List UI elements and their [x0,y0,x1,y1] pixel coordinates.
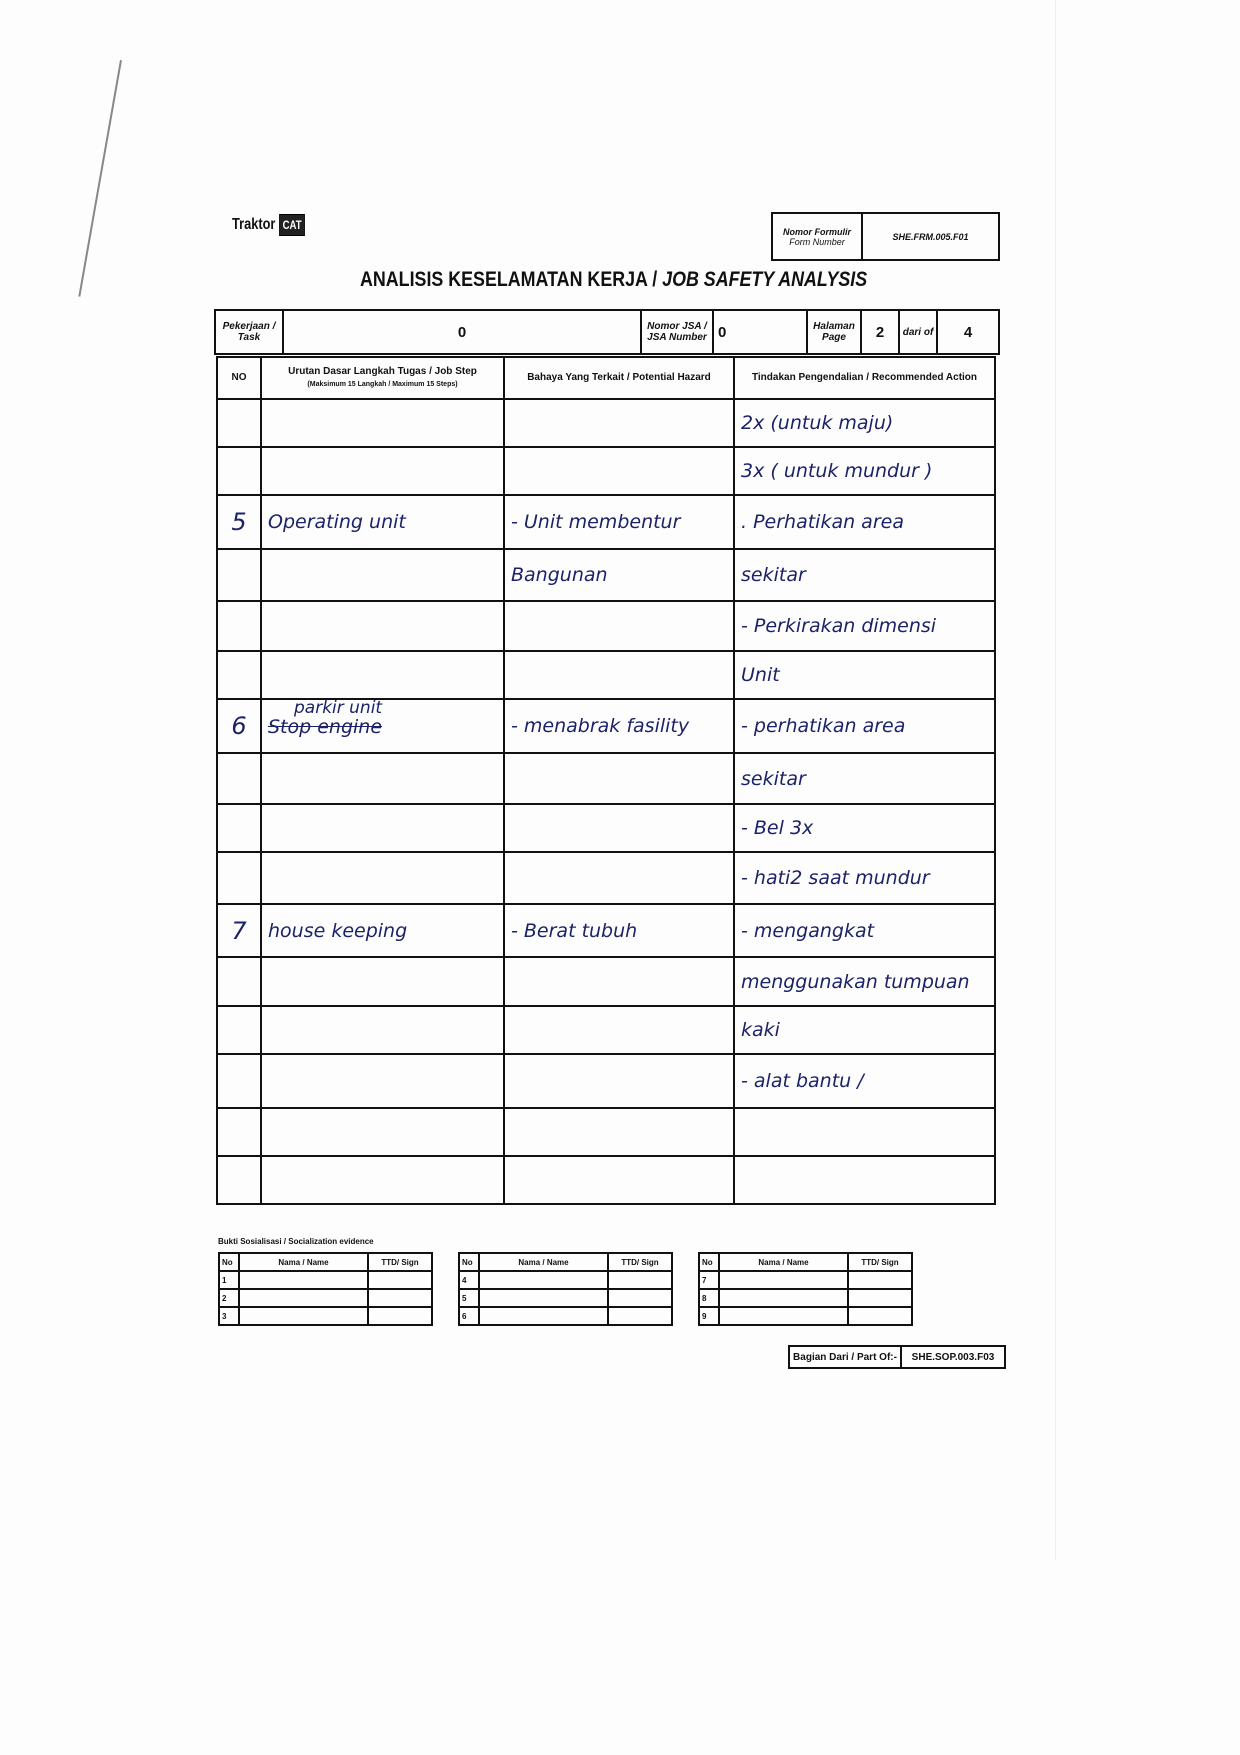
sign-field[interactable] [368,1307,432,1325]
hazard-cell[interactable] [504,1054,734,1108]
job-step-cell[interactable] [261,1156,504,1204]
sig-no: 3 [219,1307,239,1325]
sig-no: 6 [459,1307,479,1325]
of-label: dari of [900,311,938,353]
col-no: No [699,1253,719,1271]
job-step-cell[interactable]: house keeping [261,904,504,957]
name-field[interactable] [719,1307,848,1325]
column-header-step [261,357,504,399]
action-cell[interactable] [734,1108,995,1156]
job-step-cell[interactable] [261,549,504,601]
step-header-sub: (Maksimum 15 Langkah / Maximum 15 Steps) [307,380,458,388]
name-field[interactable] [479,1289,608,1307]
socialization-label: Bukti Sosialisasi / Socialization evidence [218,1237,374,1246]
hazard-cell[interactable]: - Berat tubuh [504,904,734,957]
col-sign: TTD/ Sign [848,1253,912,1271]
hazard-cell[interactable]: - Unit membentur [504,495,734,549]
action-cell[interactable]: Unit [734,651,995,699]
col-no: No [459,1253,479,1271]
row-number[interactable] [217,852,261,904]
row-number[interactable] [217,447,261,495]
hazard-cell[interactable]: - menabrak fasility [504,699,734,753]
table-row [217,1108,995,1156]
hazard-cell[interactable] [504,447,734,495]
job-step-cell[interactable] [261,957,504,1006]
page-value[interactable]: 2 [862,311,900,353]
job-step-cell[interactable] [261,1054,504,1108]
task-value[interactable]: 0 [284,311,642,353]
sig-no: 5 [459,1289,479,1307]
column-header-no: NO [217,357,261,399]
task-row [214,309,1000,355]
socialization-table [218,1252,433,1326]
job-step-cell[interactable] [261,699,504,753]
table-row [217,1006,995,1054]
sig-no: 8 [699,1289,719,1307]
scan-artifact-line [78,60,122,297]
action-cell[interactable]: sekitar [734,549,995,601]
name-field[interactable] [479,1271,608,1289]
table-row [217,753,995,804]
total-pages[interactable]: 4 [963,323,973,341]
hazard-cell[interactable] [504,804,734,852]
form-number-value: SHE.FRM.005.F01 [892,231,969,242]
col-sign: TTD/ Sign [608,1253,672,1271]
sign-field[interactable] [608,1271,672,1289]
row-number[interactable] [217,1054,261,1108]
job-step-cell[interactable] [261,651,504,699]
row-number[interactable] [217,601,261,651]
column-header-hazard: Bahaya Yang Terkait / Potential Hazard [504,357,734,399]
row-number[interactable]: 5 [217,495,261,549]
sig-row [699,1271,912,1289]
sign-field[interactable] [608,1307,672,1325]
hazard-cell[interactable] [504,651,734,699]
socialization-table [698,1252,913,1326]
action-cell[interactable]: . Perhatikan area [734,495,995,549]
form-number-box [771,212,1000,261]
sign-field[interactable] [848,1307,912,1325]
sig-row [219,1271,432,1289]
table-row [217,957,995,1006]
sig-row [219,1289,432,1307]
col-name: Nama / Name [479,1253,608,1271]
row-number[interactable]: 6 [217,699,261,753]
sig-no: 2 [219,1289,239,1307]
action-cell[interactable]: 3x ( untuk mundur ) [734,447,995,495]
page-label: Halaman Page [808,311,862,353]
row-number[interactable]: 7 [217,904,261,957]
name-field[interactable] [239,1289,368,1307]
action-cell[interactable]: - alat bantu / [734,1054,995,1108]
sig-no: 4 [459,1271,479,1289]
step-header-title: Urutan Dasar Langkah Tugas / Job Step [288,365,477,377]
form-number-sublabel: Form Number [789,236,845,247]
table-header [217,357,995,399]
column-header-action: Tindakan Pengendalian / Recommended Action [734,357,995,399]
socialization-table [458,1252,673,1326]
job-step-cell[interactable] [261,1006,504,1054]
sig-header [699,1253,912,1271]
task-label: Pekerjaan / Task [216,311,284,353]
page-edge [1055,0,1056,1560]
table-row [217,601,995,651]
table-row [217,447,995,495]
hazard-cell[interactable]: Bangunan [504,549,734,601]
job-step-cell[interactable] [261,601,504,651]
action-cell[interactable] [734,1156,995,1204]
sig-row [459,1307,672,1325]
table-row [217,852,995,904]
hazard-cell[interactable] [504,753,734,804]
row-number[interactable] [217,399,261,447]
table-row [217,651,995,699]
col-no: No [219,1253,239,1271]
row-number[interactable] [217,1156,261,1204]
sig-row [699,1307,912,1325]
job-step-cell[interactable] [261,1108,504,1156]
step-correction: parkir unit [294,698,383,718]
row-number[interactable] [217,651,261,699]
sig-row [459,1271,672,1289]
form-number-label: Nomor Formulir [782,226,851,237]
action-cell[interactable]: menggunakan tumpuan [734,957,995,1006]
name-field[interactable] [239,1271,368,1289]
sig-header [219,1253,432,1271]
row-number[interactable] [217,549,261,601]
hazard-cell[interactable] [504,1108,734,1156]
sign-field[interactable] [608,1289,672,1307]
col-sign: TTD/ Sign [368,1253,432,1271]
table-row [217,549,995,601]
hazard-cell[interactable] [504,601,734,651]
table-row [217,904,995,957]
row-number[interactable] [217,753,261,804]
sign-field[interactable] [848,1271,912,1289]
col-name: Nama / Name [719,1253,848,1271]
action-cell[interactable]: sekitar [734,753,995,804]
logo-text: Traktor [232,216,276,233]
action-cell[interactable]: - perhatikan area [734,699,995,753]
sig-no: 9 [699,1307,719,1325]
jsa-number-label: Nomor JSA / JSA Number [642,311,714,353]
action-cell[interactable]: - Bel 3x [734,804,995,852]
hazard-cell[interactable] [504,957,734,1006]
action-cell[interactable]: - mengangkat [734,904,995,957]
logo-badge: CAT [279,214,304,236]
part-of-value: SHE.SOP.003.F03 [911,1351,995,1363]
row-number[interactable] [217,1108,261,1156]
table-row [217,1054,995,1108]
sig-header [459,1253,672,1271]
jsa-number-value[interactable]: 0 [714,311,808,353]
sign-field[interactable] [848,1289,912,1307]
row-number[interactable] [217,1006,261,1054]
sig-no: 1 [219,1271,239,1289]
sig-row [219,1307,432,1325]
job-step-cell[interactable]: Operating unit [261,495,504,549]
name-field[interactable] [719,1289,848,1307]
row-number[interactable] [217,804,261,852]
job-step-cell[interactable] [261,804,504,852]
table-row [217,399,995,447]
name-field[interactable] [479,1307,608,1325]
part-of-label: Bagian Dari / Part Of:- [790,1347,902,1367]
table-row [217,1156,995,1204]
title-en: JOB SAFETY ANALYSIS [662,268,868,291]
sign-field[interactable] [368,1289,432,1307]
sig-row [459,1289,672,1307]
hazard-cell[interactable] [504,1156,734,1204]
page-title [360,268,867,292]
col-name: Nama / Name [239,1253,368,1271]
table-row [217,495,995,549]
title-id: ANALISIS KESELAMATAN KERJA / [360,268,663,291]
table-row [217,699,995,753]
action-cell[interactable]: - hati2 saat mundur [734,852,995,904]
job-step-cell[interactable] [261,399,504,447]
row-number[interactable] [217,957,261,1006]
part-of-box [788,1345,1006,1369]
jsa-table [216,356,996,1205]
table-row [217,804,995,852]
step-struck-text: Stop engine [268,716,383,738]
sig-no: 7 [699,1271,719,1289]
sig-row [699,1289,912,1307]
name-field[interactable] [719,1271,848,1289]
job-step-cell[interactable] [261,852,504,904]
name-field[interactable] [239,1307,368,1325]
sign-field[interactable] [368,1271,432,1289]
hazard-cell[interactable] [504,852,734,904]
hazard-cell[interactable] [504,1006,734,1054]
job-step-cell[interactable] [261,753,504,804]
hazard-cell[interactable] [504,399,734,447]
action-cell[interactable]: 2x (untuk maju) [734,399,995,447]
action-cell[interactable]: - Perkirakan dimensi [734,601,995,651]
company-logo [232,214,305,236]
action-cell[interactable]: kaki [734,1006,995,1054]
job-step-cell[interactable] [261,447,504,495]
